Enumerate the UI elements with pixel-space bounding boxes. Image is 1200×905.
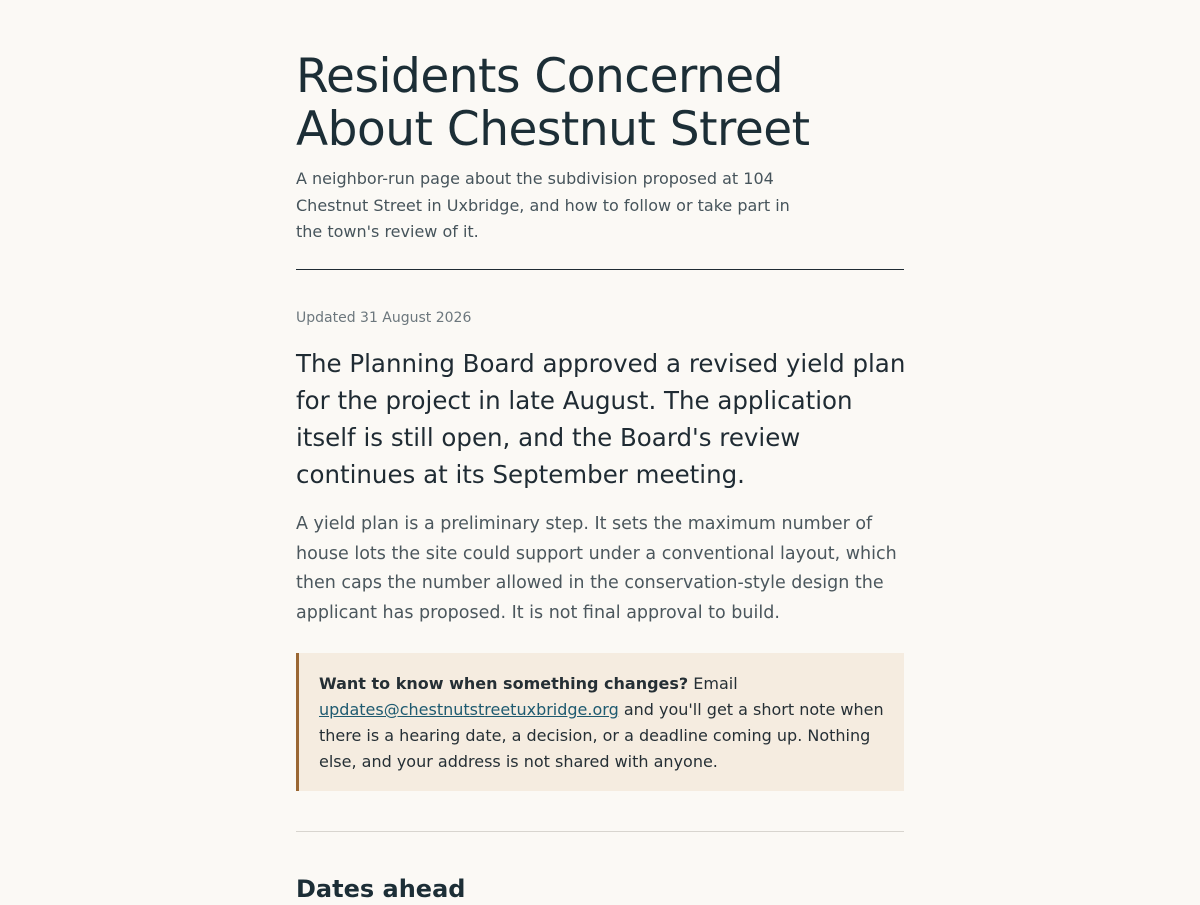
callout-text bbox=[319, 671, 884, 775]
site-intro: A neighbor-run page about the subdivision proposed at 104 Chestnut Street in Uxbridge, and how to follow or take part in the town's review of it. bbox=[296, 169, 790, 241]
update-lead: The Planning Board approved a revised yield plan for the project in late August. The application itself is still open, and the Board's review continues at its September meeting. bbox=[296, 349, 906, 489]
updated-date: Updated 31 August 2026 bbox=[296, 310, 472, 326]
site-title: Residents Concerned About Chestnut Street bbox=[296, 49, 810, 157]
section-divider bbox=[296, 831, 904, 832]
header-divider bbox=[296, 269, 904, 270]
dates-ahead-heading: Dates ahead bbox=[296, 875, 466, 903]
update-explanation: A yield plan is a preliminary step. It sets the maximum number of house lots the site could support under a conventional layout, which then caps the number allowed in the conservation-style design the applicant has proposed. It is not final approval to build. bbox=[296, 514, 897, 624]
callout-lead: Want to know when something changes? bbox=[319, 674, 689, 693]
updates-email-link[interactable]: updates@chestnutstreetuxbridge.org bbox=[319, 700, 619, 719]
callout-text-after-email: and you'll get a short note when there is a hearing date, a decision, or a deadline coming up. Nothing else, and your address is not shared with anyone. bbox=[319, 700, 884, 771]
callout-text-before-email: Email bbox=[688, 674, 738, 693]
email-updates-callout bbox=[296, 653, 904, 791]
